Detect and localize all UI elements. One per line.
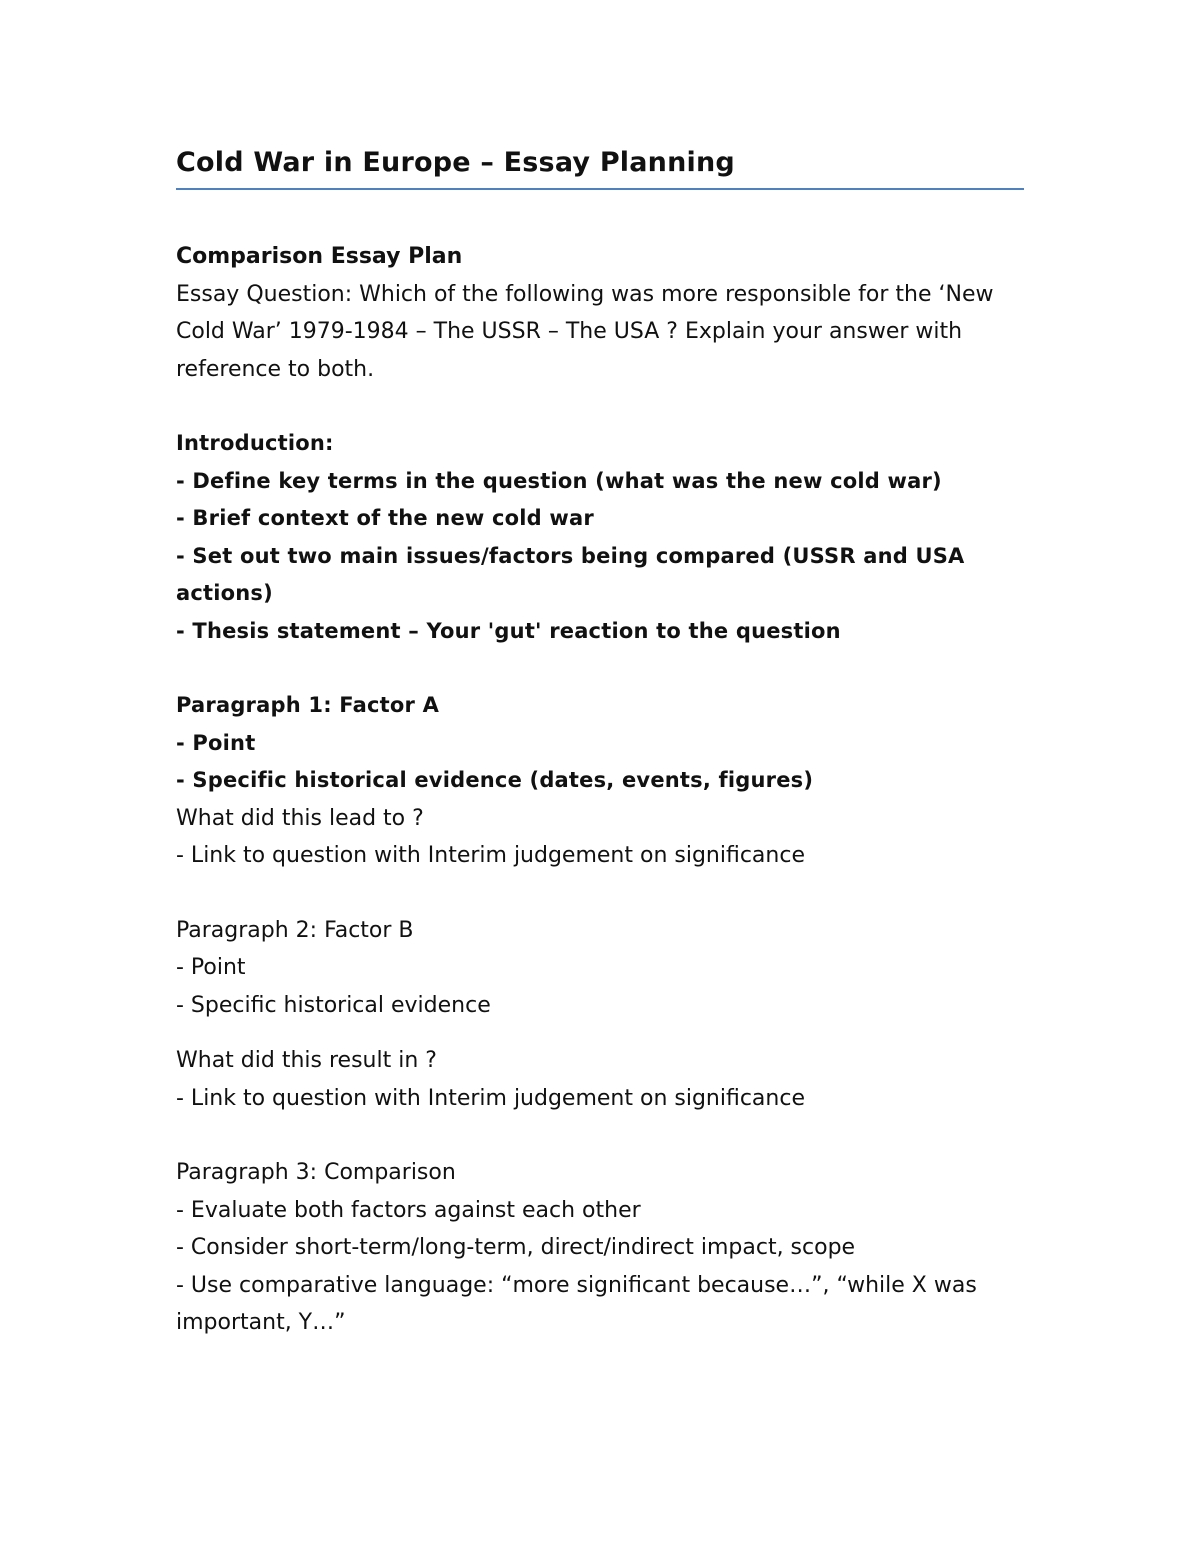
paragraph-3-item: - Consider short-term/long-term, direct/indirect impact, scope (176, 1235, 856, 1260)
paragraph-2-heading: Paragraph 2: Factor B (176, 917, 414, 943)
paragraph-1-item: - Point (176, 730, 256, 755)
paragraph-3-item: - Evaluate both factors against each other (176, 1197, 641, 1223)
document-page (176, 140, 1024, 1342)
paragraph-2-item: - Link to question with Interim judgement on significance (176, 1085, 805, 1111)
document-title: Cold War in Europe – Essay Planning (176, 140, 1024, 190)
paragraph-2-item: - Specific historical evidence (176, 992, 491, 1018)
essay-question-line-1: Essay Question: Which of the following was more responsible for the ‘New (176, 281, 994, 307)
introduction-item: actions) (176, 581, 273, 605)
paragraph-3-section (176, 1154, 1024, 1342)
paragraph-2-item: - Point (176, 955, 246, 980)
introduction-item: - Define key terms in the question (what was the new cold war) (176, 468, 942, 493)
essay-question-line-3: reference to both. (176, 356, 375, 382)
essay-plan-section (176, 238, 1024, 388)
paragraph-3-heading: Paragraph 3: Comparison (176, 1160, 456, 1185)
essay-question-line-2: Cold War’ 1979-1984 – The USSR – The USA ? Explain your answer with (176, 319, 963, 344)
introduction-item: - Thesis statement – Your 'gut' reaction to the question (176, 618, 841, 643)
paragraph-1-item: - Specific historical evidence (dates, events, figures) (176, 768, 814, 792)
essay-plan-heading: Comparison Essay Plan (176, 244, 463, 269)
introduction-item: - Brief context of the new cold war (176, 506, 594, 530)
paragraph-2-item: What did this result in ? (176, 1048, 437, 1073)
paragraph-2-section (176, 912, 1024, 1118)
paragraph-3-item: - Use comparative language: “more significant because…”, “while X was (176, 1272, 977, 1298)
paragraph-3-item: important, Y…” (176, 1310, 346, 1335)
introduction-heading: Introduction: (176, 431, 334, 455)
introduction-item: - Set out two main issues/factors being compared (USSR and USA (176, 543, 965, 568)
introduction-section (176, 425, 1024, 650)
paragraph-1-heading: Paragraph 1: Factor A (176, 693, 440, 717)
paragraph-1-item: - Link to question with Interim judgement on significance (176, 843, 805, 868)
paragraph-1-section (176, 687, 1024, 875)
paragraph-1-item: What did this lead to ? (176, 805, 424, 831)
